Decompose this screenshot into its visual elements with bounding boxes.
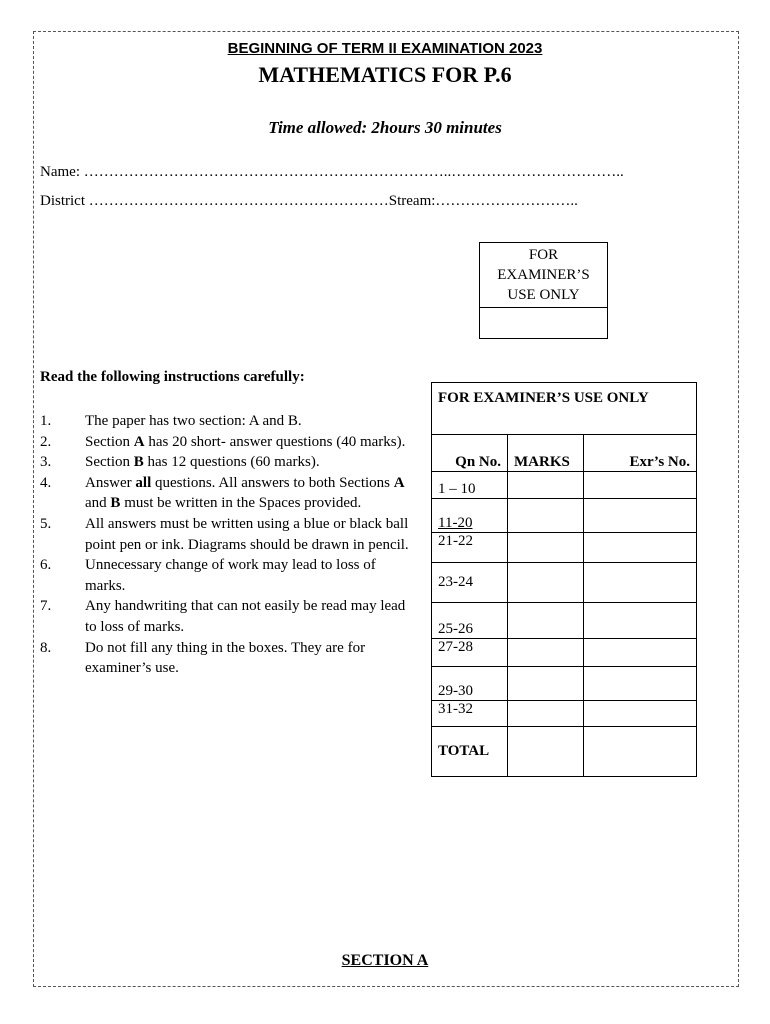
examiner-cell	[584, 499, 697, 533]
examiner-cell	[584, 667, 697, 701]
examiner-cell	[584, 533, 697, 563]
table-row: 31-32	[432, 701, 697, 727]
examiner-box-label: FOR EXAMINER’S USE ONLY	[497, 247, 590, 303]
instruction-item: 5. All answers must be written using a blue or black ball point pen or ink. Diagrams should be drawn in pencil.	[40, 515, 409, 553]
district-stream-field: District ……………………………………………………Stream:………………………..	[40, 193, 578, 209]
examiner-cell	[584, 472, 697, 499]
table-row: 23-24	[432, 563, 697, 603]
marks-cell	[508, 667, 584, 701]
table-row: 21-22	[432, 533, 697, 563]
instruction-item: 7. Any handwriting that can not easily be read may lead to loss of marks.	[40, 598, 406, 635]
examiner-cell	[584, 563, 697, 603]
marks-cell	[508, 563, 584, 603]
name-field: Name: ………………………………………………………………..……………………………..	[40, 164, 624, 180]
table-row: 27-28	[432, 639, 697, 667]
examiner-cell	[584, 639, 697, 667]
instruction-item: 8. Do not fill any thing in the boxes. They are for examiner’s use.	[40, 639, 366, 677]
marks-cell	[508, 472, 584, 499]
exam-title: BEGINNING OF TERM II EXAMINATION 2023	[227, 40, 543, 57]
examiner-cell	[584, 603, 697, 639]
marks-cell	[508, 639, 584, 667]
marks-table-title: FOR EXAMINER’S USE ONLY	[432, 383, 697, 435]
instructions-title: Read the following instructions carefully:	[40, 369, 305, 385]
column-header-examiner: Exr’s No.	[584, 435, 697, 472]
instruction-item: 4. Answer all questions. All answers to both Sections A and B must be written in the Spaces provided.	[40, 474, 405, 512]
marks-cell	[508, 701, 584, 727]
table-row: 29-30	[432, 667, 697, 701]
examiner-box-divider	[480, 307, 607, 308]
marks-cell	[508, 603, 584, 639]
instruction-item: 2. Section A has 20 short- answer questions (40 marks).	[40, 433, 406, 450]
instruction-item: 1. The paper has two section: A and B.	[40, 413, 302, 429]
table-row: 11-20	[432, 499, 697, 533]
instruction-item: 6. Unnecessary change of work may lead to loss of marks.	[40, 557, 376, 594]
subject-title: MATHEMATICS FOR P.6	[258, 62, 512, 87]
marks-cell	[508, 533, 584, 563]
examiner-use-box	[479, 242, 608, 339]
marks-cell	[508, 727, 584, 777]
marks-cell	[508, 499, 584, 533]
examiner-cell	[584, 701, 697, 727]
column-header-marks: MARKS	[508, 435, 584, 472]
time-allowed: Time allowed: 2hours 30 minutes	[268, 118, 502, 137]
instruction-item: 3. Section B has 12 questions (60 marks).	[40, 454, 320, 471]
table-row-total: TOTAL	[432, 727, 697, 777]
section-a-heading: SECTION A	[341, 952, 429, 969]
marks-table	[431, 382, 697, 777]
table-row: 1 – 10	[432, 472, 697, 499]
table-row: 25-26	[432, 603, 697, 639]
column-header-qn: Qn No.	[432, 435, 508, 472]
examiner-cell	[584, 727, 697, 777]
instructions-list	[40, 411, 410, 679]
